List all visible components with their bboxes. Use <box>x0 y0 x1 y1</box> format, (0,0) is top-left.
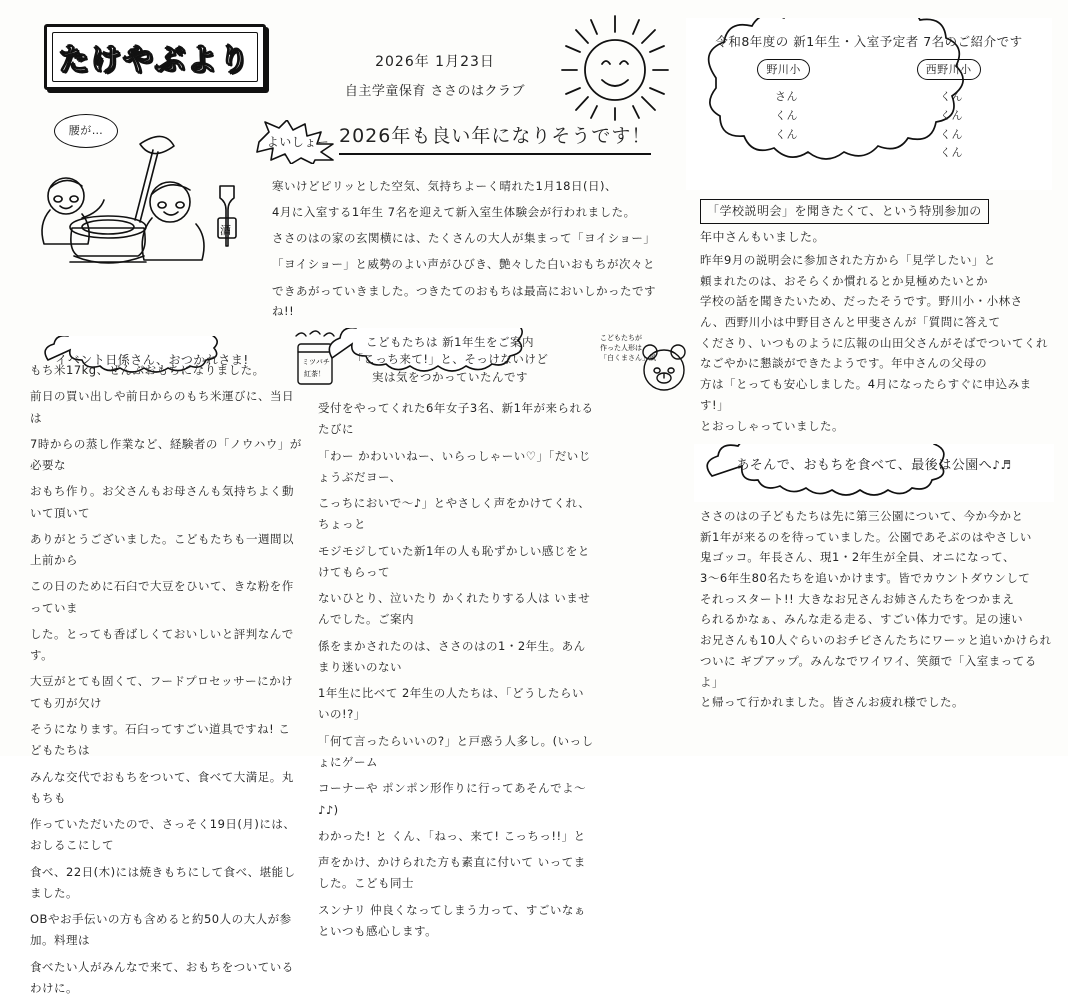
lead-line: 4月に入室する1年生 7名を迎えて新入室生体験会が行われました。 <box>272 205 636 220</box>
headline-area <box>255 118 685 170</box>
mortar-doodle-label-2: 紅茶！ <box>304 370 325 378</box>
event-staff-body <box>30 360 302 1004</box>
speech-bubble-koshi: 腰が… <box>54 114 118 148</box>
burst-badge <box>255 120 341 164</box>
student-name-columns <box>704 88 1034 163</box>
kids-guide-heading: こどもたちは 新1年生をご案内 <box>366 335 534 350</box>
kids-guide-sub1: 「こっち来て!」と、そっけないけど <box>351 352 549 367</box>
park-line: 鬼ゴッコ。年長さん、現1・2年生が全員、オニになって、 <box>700 550 1015 565</box>
park-line: ついに ギブアップ。みんなでワイワイ、笑顔で「入室まってるよ」 <box>700 653 1037 689</box>
music-note-icon: ♪♬ <box>992 458 1012 472</box>
sun-icon <box>560 14 670 122</box>
name-column-left <box>775 88 798 163</box>
park-line: それっスタート!! 大きなお兄さんお姉さんたちをつかまえ <box>700 591 1015 606</box>
main-headline: 2026年も良い年になりそうです！ <box>339 122 651 155</box>
lead-line: できあがっていきました。つきたてのおもちは最高においしかったですね!! <box>272 283 656 318</box>
school-badge-nogawa: 野川小 <box>757 59 810 80</box>
masthead-logo <box>44 24 266 90</box>
kids-line: こっちにおいで〜♪」とやさしく声をかけてくれ、ちょっと <box>318 496 591 532</box>
event-line: 7時からの蒸し作業など、経験者の「ノウハウ」が必要な <box>30 436 302 473</box>
event-line: そうになります。石臼ってすごい道具ですね! こどもたちは <box>30 721 291 758</box>
mochi-pounding-illustration <box>20 96 270 326</box>
school-badge-nishinogawa: 西野川小 <box>917 59 981 80</box>
setsumeikai-line: 頼まれたのは、おそらくか慣れるとか見極めたいとか <box>700 273 988 288</box>
setsumeikai-line: 方は「とっても安心しました。4月になったらすぐに申込みます!」 <box>700 377 1032 412</box>
event-line: ありがとうございました。こどもたちも一週間以上前から <box>30 531 294 568</box>
student-name: くん <box>940 127 963 141</box>
event-staff-heading: イベント日係さん、おつかれさま! <box>55 352 249 367</box>
new-students-heading: 令和8年度の 新1年生・入室予定者 7名のご紹介です <box>715 34 1023 49</box>
event-line: 食べたい人がみんなで来て、おもちをついているわけに。 <box>30 959 294 995</box>
park-heading: あそんで、おもちを食べて、最後は公園へ♪♬ <box>736 458 1012 473</box>
school-badges <box>704 59 1034 80</box>
setsumeikai-heading-boxed: 「学校説明会」を聞きたくて、という特別参加の <box>700 199 989 224</box>
kids-guide-sub2: 実は気をつかっていたんです <box>372 369 528 384</box>
mortar-doodle-label-1: ミツバチ <box>302 358 330 366</box>
kids-line: 「わー かわいいねー、いらっしゃーい♡」「だいじょうぶだヨー、 <box>318 448 591 484</box>
issue-date: 2026年 1月23日 <box>375 54 495 70</box>
event-line: おもち作り。お父さんもお母さんも気持ちよく動いて頂いて <box>30 484 294 520</box>
event-line: この日のために石臼で大豆をひいて、きな粉を作っていま <box>30 579 294 615</box>
cookie-doodle-label-1: こどもたちが <box>600 334 642 342</box>
kids-line: 1年生に比べて 2年生の人たちは、「どうしたらいいの!?」 <box>318 686 585 722</box>
park-line: 3〜6年生80名たちを追いかけます。皆でカウントダウンして <box>700 571 1031 586</box>
setsumeikai-line: なごやかに懇談ができたようです。年中さんの父母の <box>700 356 988 371</box>
sake-label: 酒 <box>220 224 231 237</box>
event-line: 大豆がとても固くて、フードプロセッサーにかけても刃が欠け <box>30 674 294 710</box>
student-name: くん <box>775 109 798 123</box>
student-name: さん <box>775 90 798 104</box>
setsumeikai-line: 学校の話を聞きたいため、だったそうです。野川小・小林さ <box>700 294 1023 309</box>
lead-line: ささのはの家の玄関横には、たくさんの大人が集まって「ヨイショー」 <box>272 231 656 246</box>
student-name: くん <box>775 127 798 141</box>
event-line: OBやお手伝いの方も含めると約50人の大人が参加。料理は <box>30 912 292 948</box>
issue-info <box>330 52 540 103</box>
headline-exclamation: ！ <box>631 125 652 147</box>
setsumeikai-body <box>700 250 1052 436</box>
park-line: ささのはの子どもたちは先に第三公園について、今か今かと <box>700 509 1024 523</box>
park-body <box>700 506 1054 713</box>
kids-line: 係をまかされたのは、ささのはの1・2年生。あんまり迷いのない <box>318 638 586 674</box>
lead-article <box>272 176 678 327</box>
lead-line: 「ヨイショー」と威勢のよい声がひびき、艶々した白いおもちが次々と <box>272 257 655 272</box>
kids-guide-body <box>318 398 596 947</box>
park-line: と帰って行かれました。皆さんお疲れ様でした。 <box>700 695 964 710</box>
student-name: くん <box>940 109 963 123</box>
setsumeikai-line: くださり、いつものように広報の山田父さんがそばでついてくれ <box>700 335 1048 350</box>
setsumeikai-heading-block <box>700 198 1050 246</box>
newsletter-title: たけやぶより <box>59 43 251 78</box>
bear-cookie-doodle-icon <box>600 328 692 396</box>
setsumeikai-line: ん、西野川小は中野目さんと甲斐さんが「質問に答えて <box>700 315 1001 330</box>
organization-name: 自主学童保育 ささのはクラブ <box>344 83 526 99</box>
park-line: られるかなぁ、みんな走る走る、すごい体力です。足の速い <box>700 612 1024 627</box>
burst-label: よいしょー <box>266 134 330 149</box>
event-line: 前日の買い出しや前日からのもち米運びに、当日は <box>30 389 294 425</box>
student-name: くん <box>940 146 963 160</box>
lead-line: 寒いけどピリッとした空気、気持ちよーく晴れた1月18日(日)、 <box>272 179 617 193</box>
event-subheading: もち米17kg、ぜんぶおもちになりました。 <box>30 363 265 377</box>
cookie-doodle-label-2: 作った人形は <box>600 344 642 352</box>
event-line: した。とっても香ばしくておいしいと評判なんです。 <box>30 626 294 663</box>
setsumeikai-subheading: 年中さんもいました。 <box>700 229 826 244</box>
setsumeikai-line: 昨年9月の説明会に参加された方から「見学したい」と <box>700 253 996 267</box>
setsumeikai-line: とおっしゃっていました。 <box>700 418 844 433</box>
name-column-right <box>940 88 963 163</box>
event-line: みんな交代でおもちをついて、食べて大満足。丸もちも <box>30 769 294 805</box>
kids-line: スンナリ 仲良くなってしまう力って、すごいなぁといつも感心します。 <box>318 902 586 938</box>
kids-line: 受付をやってくれた6年女子3名、新1年が来られるたびに <box>318 401 594 437</box>
kids-line: 「何て言ったらいいの?」と戸惑う人多し。(いっしょにゲーム <box>318 733 594 769</box>
cookie-doodle-label-3: 「白くまさん」風 <box>600 354 656 362</box>
kids-line: モジモジしていた新1年の人も恥ずかしい感じをとけてもらって <box>318 543 590 579</box>
kids-line: ないひとり、泣いたり かくれたりする人は いませんでした。ご案内 <box>318 591 591 627</box>
kids-line: 声をかけ、かけられた方も素直に付いて いってました。こども同士 <box>318 855 586 891</box>
kids-guide-banner <box>322 328 578 392</box>
kids-line: わかった! と くん、「ねっ、来て! こっちっ!!」と <box>318 828 586 843</box>
park-line: 新1年が来るのを待っていました。公園であそぶのはやさしい <box>700 529 1032 544</box>
event-line: 食べ、22日(木)には焼きもちにして食べ、堪能しました。 <box>30 864 296 900</box>
new-students-panel <box>686 18 1052 190</box>
park-line: お兄さんも10人ぐらいのおチビさんたちにワーッと追いかけられ <box>700 633 1052 648</box>
kids-line: コーナーや ポンポン形作りに行ってあそんでよ〜♪♪) <box>318 781 587 817</box>
event-line: 作っていただいたので、さっそく19日(月)には、おしるこにして <box>30 817 296 853</box>
park-section-banner <box>694 444 1054 502</box>
student-name: くん <box>940 90 963 104</box>
